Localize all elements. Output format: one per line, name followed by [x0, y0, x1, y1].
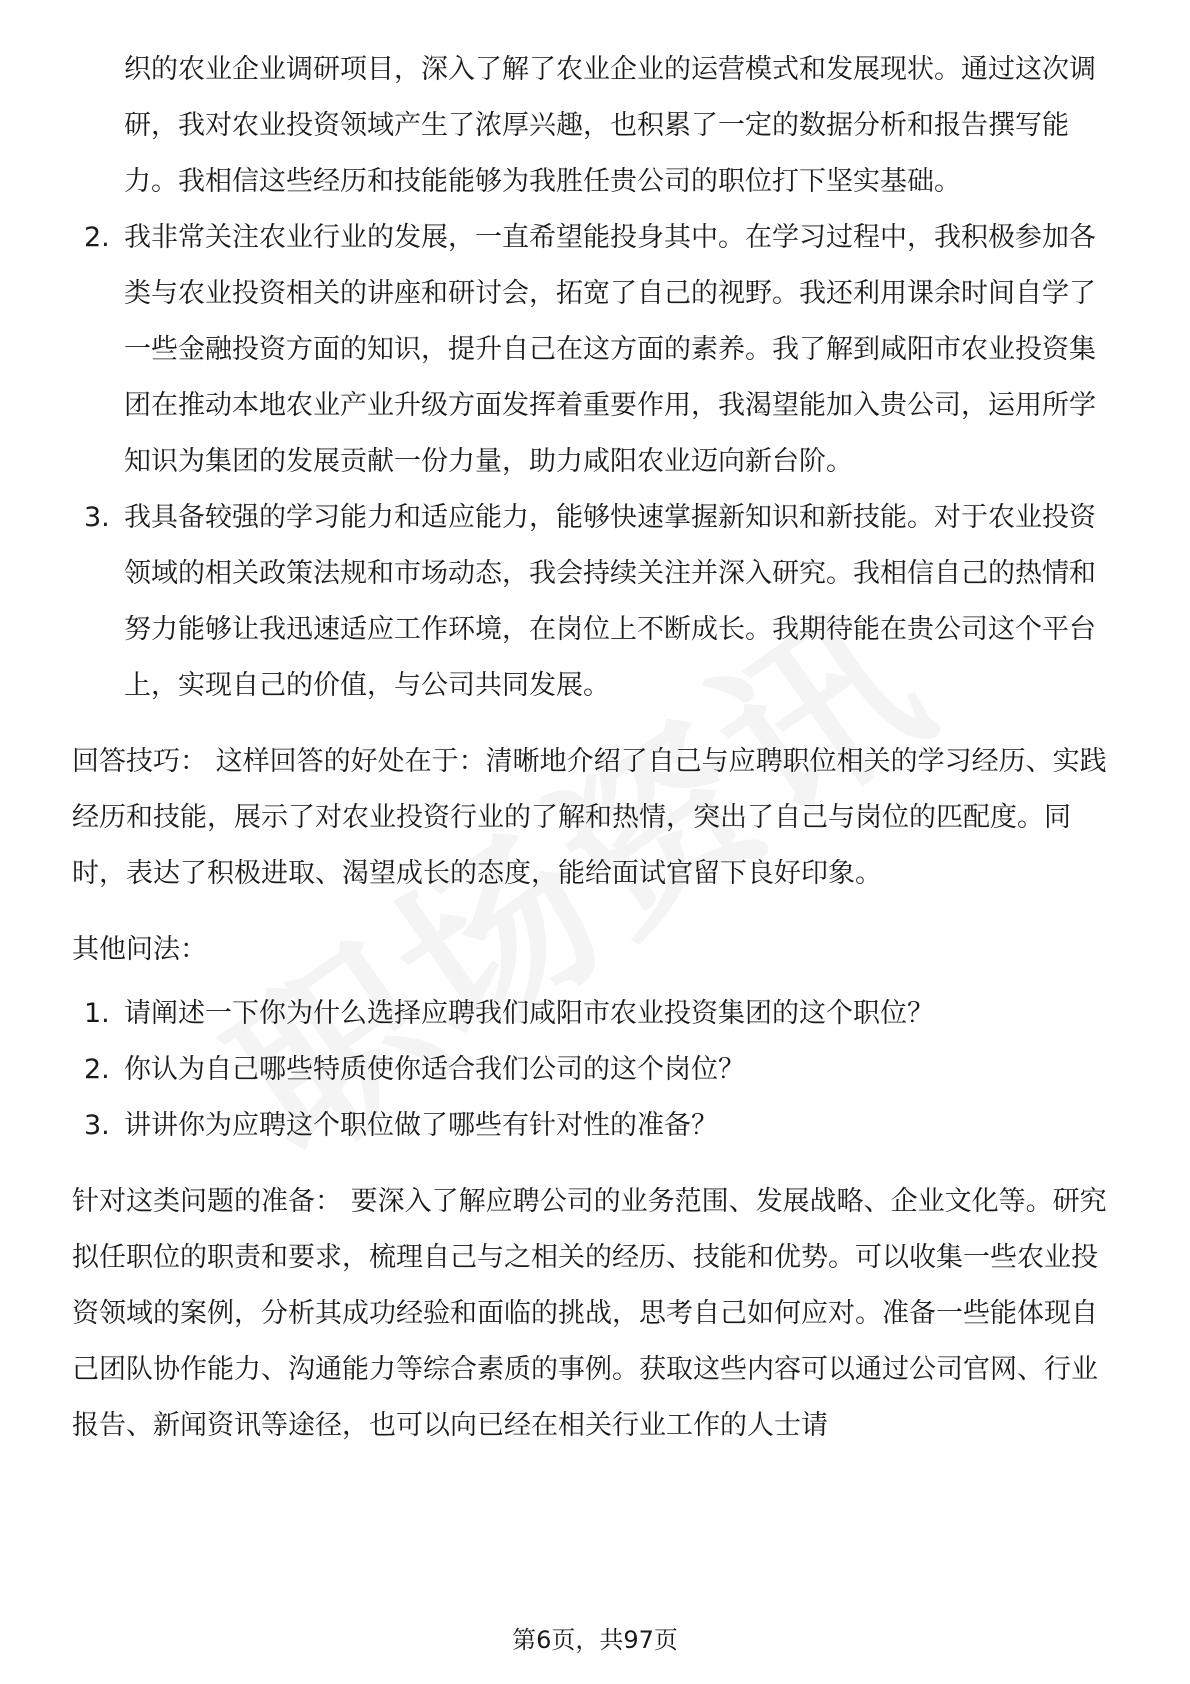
list-item-number: 3. — [84, 502, 110, 533]
page-number-footer: 第6页，共97页 — [512, 1626, 678, 1654]
page-content — [72, 42, 1118, 1454]
list-item-number: 3. — [84, 1110, 110, 1141]
other-questions-heading: 其他问法： — [72, 934, 207, 965]
list-item-text: 你认为自己哪些特质使你适合我们公司的这个岗位？ — [124, 1054, 745, 1085]
list-item-number: 2. — [84, 1054, 110, 1085]
list-item-number: 2. — [84, 222, 110, 253]
list-item — [72, 1042, 1118, 1098]
list-item — [72, 986, 1118, 1042]
answer-tips: 回答技巧： 这样回答的好处在于：清晰地介绍了自己与应聘职位相关的学习经历、实践经历和技能，展示了对农业投资行业的了解和热情，突出了自己与岗位的匹配度。同时，表达了积极进取、渴望成长的态度，能给面试官留下良好印象。 — [72, 746, 1107, 889]
list-item-text: 讲讲你为应聘这个职位做了哪些有针对性的准备？ — [124, 1110, 718, 1141]
list-item — [72, 210, 1118, 490]
list-item-text: 我非常关注农业行业的发展，一直希望能投身其中。在学习过程中，我积极参加各类与农业投资相关的讲座和研讨会，拓宽了自己的视野。我还利用课余时间自学了一些金融投资方面的知识，提升自己在这方面的素养。我了解到咸阳市农业投资集团在推动本地农业产业升级方面发挥着重要作用，我渴望能加入贵公司，运用所学知识为集团的发展贡献一份力量，助力咸阳农业迈向新台阶。 — [124, 222, 1096, 477]
list-item — [72, 1098, 1118, 1154]
list-item-number: 1. — [84, 998, 110, 1029]
preparation-paragraph: 针对这类问题的准备： 要深入了解应聘公司的业务范围、发展战略、企业文化等。研究拟任职位的职责和要求，梳理自己与之相关的经历、技能和优势。可以收集一些农业投资领域的案例，分析其成功经验和面临的挑战，思考自己如何应对。准备一些能体现自己团队协作能力、沟通能力等综合素质的事例。获取这些内容可以通过公司官网、行业报告、新闻资讯等途径，也可以向已经在相关行业工作的人士请 — [72, 1186, 1107, 1441]
other-questions-list — [72, 986, 1118, 1154]
list-item-text: 我具备较强的学习能力和适应能力，能够快速掌握新知识和新技能。对于农业投资领域的相关政策法规和市场动态，我会持续关注并深入研究。我相信自己的热情和努力能够让我迅速适应工作环境，在岗位上不断成长。我期待能在贵公司这个平台上，实现自己的价值，与公司共同发展。 — [124, 502, 1096, 701]
list-item — [72, 490, 1118, 714]
answer-list — [72, 210, 1118, 714]
intro-continuation: 织的农业企业调研项目，深入了解了农业企业的运营模式和发展现状。通过这次调研，我对农业投资领域产生了浓厚兴趣，也积累了一定的数据分析和报告撰写能力。我相信这些经历和技能能够为我胜任贵公司的职位打下坚实基础。 — [124, 54, 1096, 197]
list-item-text: 请阐述一下你为什么选择应聘我们咸阳市农业投资集团的这个职位？ — [124, 998, 934, 1029]
